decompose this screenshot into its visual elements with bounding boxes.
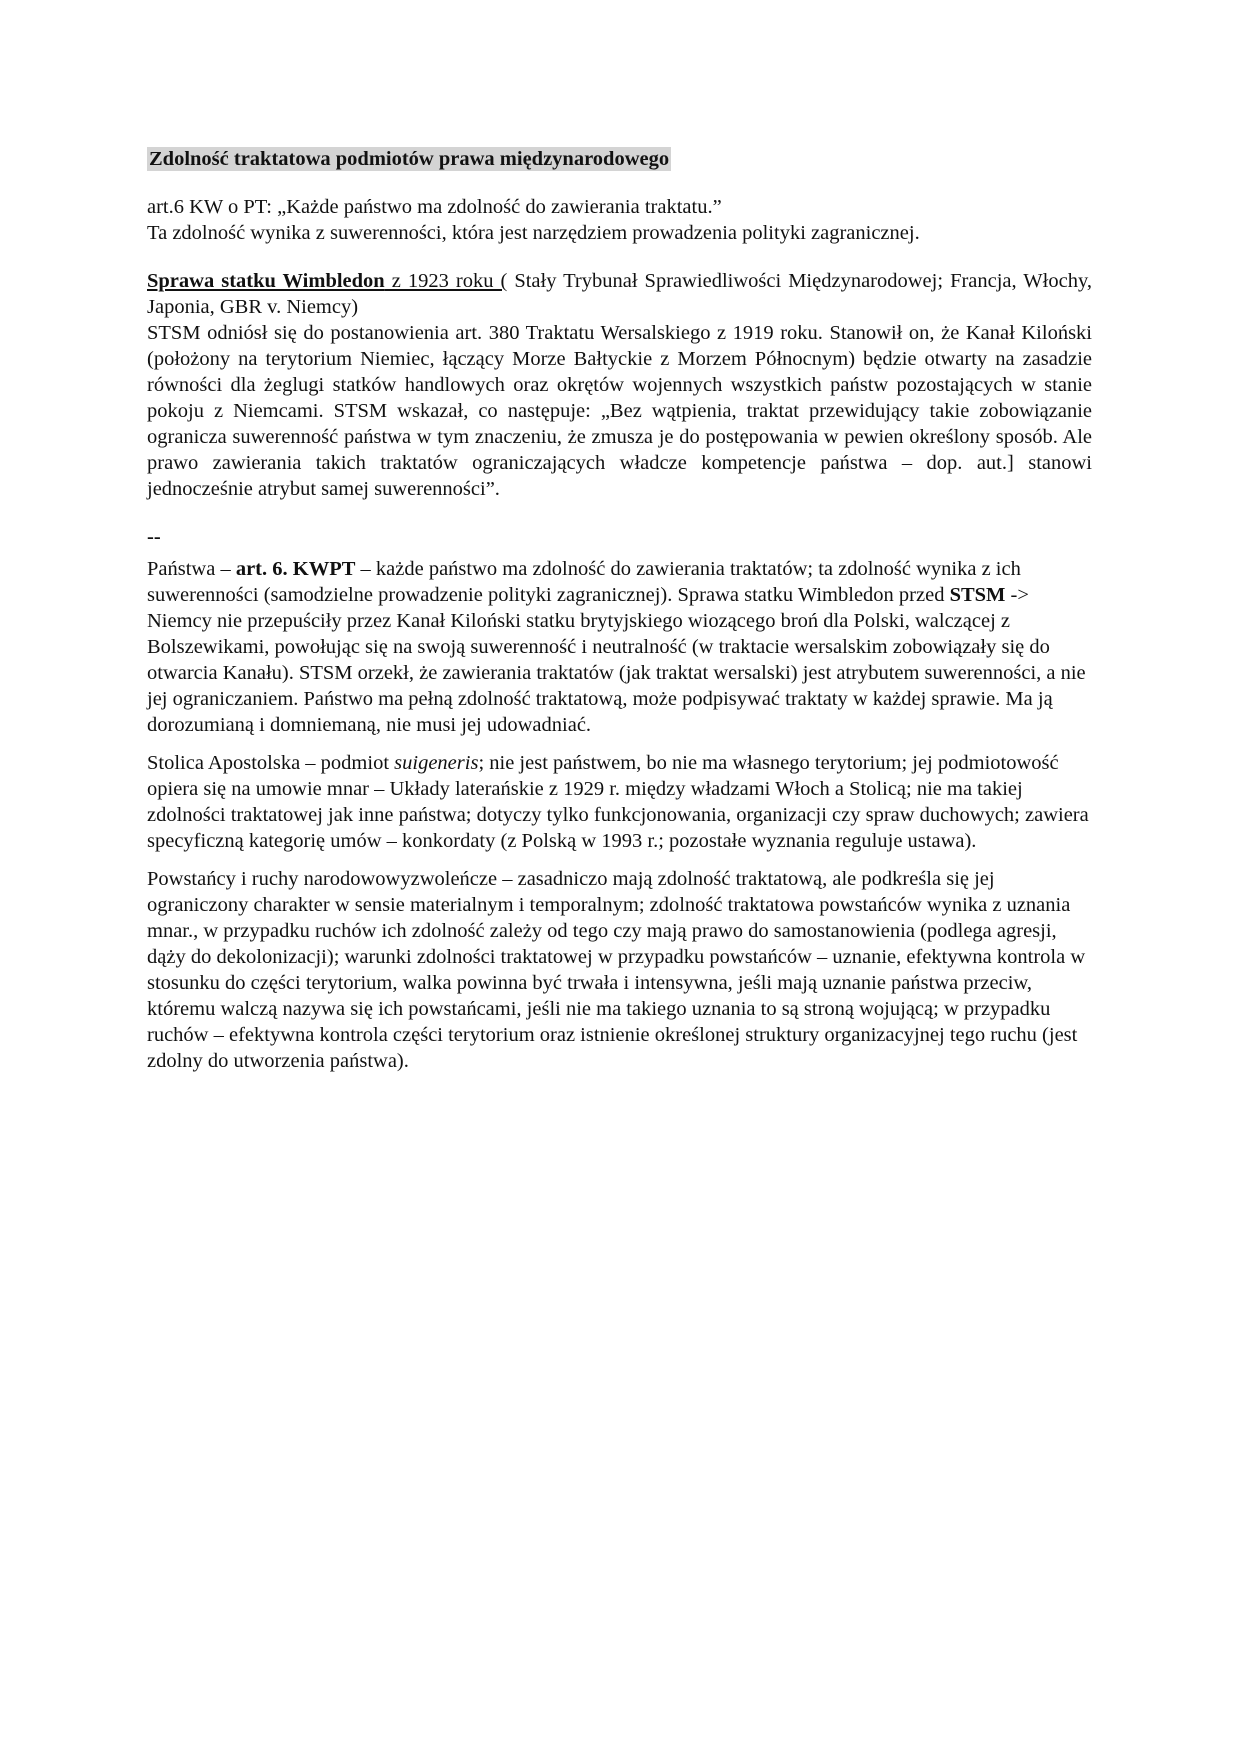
wimbledon-case-year: z 1923 roku ( — [384, 270, 508, 292]
states-lead: Państwa – — [147, 558, 236, 580]
insurgents-paragraph: Powstańcy i ruchy narodowowyzwoleńcze – zasadniczo mają zdolność traktatową, ale podkreśla się jej ograniczony charakter w sensie materialnym i temporalnym; zdolność traktatowa powstańców wynika z uznania mnar., w przypadku ruchów ich zdolność zależy od tego czy mają prawo do samostanowienia (podlega agresji, dąży do dekolonizacji); warunki zdolności traktatowej w przypadku powstańców – uznanie, efektywna kontrola w stosunku do części terytorium, walka powinna być trwała i intensywna, jeśli mają uznanie państwa przeciw, któremu walczą nazywa się ich powstańcami, jeśli nie ma takiego uznania to są stroną wojującą; w przypadku ruchów – efektywna kontrola części terytorium oraz istnienie określonej struktury organizacyjnej tego ruchu (jest zdolny do utworzenia państwa). — [147, 868, 1086, 1072]
wimbledon-section — [147, 268, 1092, 502]
intro-quote: art.6 KW o PT: „Każde państwo ma zdolność do zawierania traktatu.” — [147, 196, 722, 218]
wimbledon-header-paragraph — [147, 268, 1092, 320]
states-article: art. 6. KWPT — [235, 558, 356, 580]
intro-explanation: Ta zdolność wynika z suwerenności, która jest narzędziem prowadzenia polityki zagranicznej. — [147, 222, 920, 244]
title-block — [147, 146, 1092, 172]
document-page — [147, 146, 1092, 1074]
holy-see-lead: Stolica Apostolska – podmiot — [147, 752, 395, 774]
intro-section — [147, 194, 1092, 246]
states-text-1: – każde państwo ma zdolność do zawierania traktatów; ta zdolność wynika z ich suwerenności (samodzielne prowadzenie polityki zagranicznej). Sprawa statku Wimbledon przed — [147, 558, 1021, 606]
holy-see-term: suigeneris — [394, 752, 479, 774]
holy-see-text: ; nie jest państwem, bo nie ma własnego terytorium; jej podmiotowość opiera się na umowie mnar – Układy laterańskie z 1929 r. między władzami Włoch a Stolicą; nie ma takiej zdolności traktatowej jak inne państwa; dotyczy tylko funkcjonowania, organizacji czy spraw duchowych; zawiera specyficzną kategorię umów – konkordaty (z Polską w 1993 r.; pozostałe wyznania reguluje ustawa). — [147, 752, 1089, 852]
wimbledon-body: STSM odniósł się do postanowienia art. 380 Traktatu Wersalskiego z 1919 roku. Stanowił on, że Kanał Kiloński (położony na terytorium Niemiec, łączący Morze Bałtyckie z Morzem Północnym) będzie otwarty na zasadzie równości dla żeglugi statków handlowych oraz okrętów wojennych wszystkich państw pozostających w stanie pokoju z Niemcami. STSM wskazał, co następuje: „Bez wątpienia, traktat przewidujący takie zobowiązanie ogranicza suwerenność państwa w tym znaczeniu, że zmusza je do postępowania w pewien określony sposób. Ale prawo zawierania takich traktatów ograniczających władcze kompetencje państwa – dop. aut.] stanowi jednocześnie atrybut samej suwerenności”. — [147, 322, 1092, 500]
section-separator: -- — [147, 526, 161, 548]
wimbledon-case-heading: Sprawa statku Wimbledon — [147, 270, 385, 292]
wimbledon-court-parties: Stały Trybunał Sprawiedliwości Międzynarodowej; Francja, Włochy, Japonia, GBR v. Niemcy) — [147, 270, 1092, 318]
states-stsm: STSM — [949, 584, 1006, 606]
states-paragraph — [147, 556, 1092, 738]
document-title: Zdolność traktatowa podmiotów prawa międzynarodowego — [149, 148, 670, 170]
states-text-2: -> Niemcy nie przepuściły przez Kanał Kiloński statku brytyjskiego wiozącego broń dla Polski, walczącej z Bolszewikami, powołując się na swoją suwerenność i neutralność (w traktacie wersalskim zobowiązały się do otwarcia Kanału). STSM orzekł, że zawierania traktatów (jak traktat wersalski) jest atrybutem suwerenności, a nie jej ograniczaniem. Państwo ma pełną zdolność traktatową, może podpisywać traktaty w każdej sprawie. Ma ją dorozumianą i domniemaną, nie musi jej udowadniać. — [147, 584, 1086, 736]
holy-see-paragraph — [147, 750, 1092, 854]
